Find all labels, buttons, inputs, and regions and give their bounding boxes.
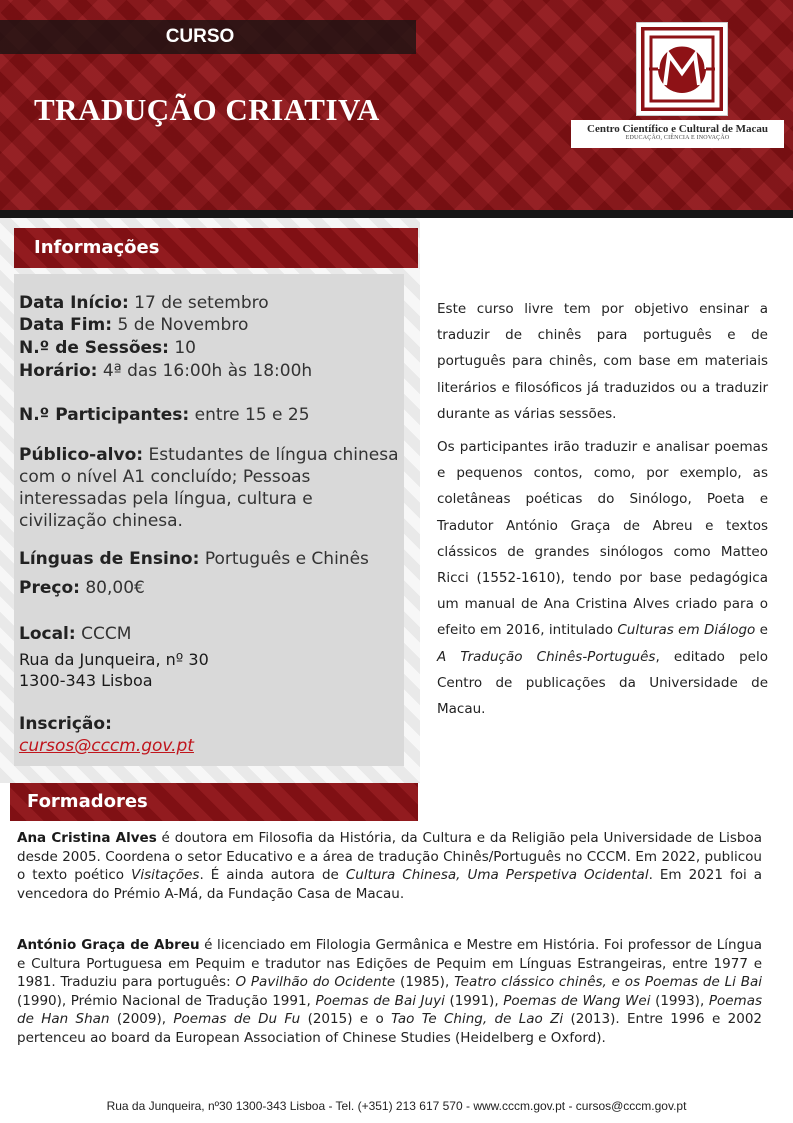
start-date-value: 17 de setembro [134,293,269,313]
schedule-label: Horário: [19,361,98,381]
bio-text: (1990), Prémio Nacional de Tradução 1991, [17,992,316,1009]
logo-caption [571,120,784,148]
sessions-value: 10 [174,338,196,358]
header-divider [0,210,793,218]
logo-name: Centro Científico e Cultural de Macau [587,123,768,135]
work-title: O Pavilhão do Ocidente [235,974,396,991]
price-value: 80,00€ [85,578,145,598]
book-title: Culturas em Diálogo [617,622,756,639]
bio-text: . É ainda autora de [199,867,346,884]
trainer-bio-1 [17,829,762,903]
work-title: Poemas de Du Fu [173,1011,301,1028]
audience-row [19,444,399,532]
course-description [437,296,768,722]
participants-row [19,404,310,426]
info-panel [14,274,404,766]
work-title: Poemas de Wang Wei [503,992,651,1009]
course-tag: CURSO [165,26,235,47]
location-label: Local: [19,624,76,644]
info-heading: Informações [14,228,418,268]
registration-email-row [19,735,194,757]
participants-label: N.º Participantes: [19,405,190,425]
participants-value: entre 15 e 25 [194,405,310,425]
cccm-emblem-icon [641,27,723,111]
logo-subtitle: EDUCAÇÃO, CIÊNCIA E INOVAÇÃO [625,135,730,141]
languages-label: Línguas de Ensino: [19,549,200,569]
end-date-value: 5 de Novembro [117,315,249,335]
languages-value: Português e Chinês [204,549,369,569]
bio-text: (2009), [109,1011,174,1028]
languages-row [19,548,369,570]
sessions-row [19,337,196,359]
course-title: TRADUÇÃO CRIATIVA [34,92,380,127]
description-text: e [755,622,768,639]
description-paragraph-1: Este curso livre tem por objetivo ensinar a traduzir de chinês para português e de português para chinês, com base em materiais literários e filosóficos já traduzidos ou a traduzir durante as várias sessões. [437,301,768,422]
address-line1: Rua da Junqueira, nº 30 [19,650,209,669]
work-title: Visitações [131,867,200,884]
cccm-logo [636,22,728,116]
sessions-label: N.º de Sessões: [19,338,169,358]
audience-value: Estudantes de língua chinesa com o nível A1 concluído; Pessoas interessadas pela língua, cultura e civilização chinesa. [19,445,399,531]
price-label: Preço: [19,578,80,598]
work-title: Cultura Chinesa, Uma Perspetiva Ocidental [345,867,649,884]
end-date-row [19,314,248,336]
trainer-name: Ana Cristina Alves [17,830,157,846]
book-title: A Tradução Chinês-Português [437,648,656,665]
schedule-row [19,360,312,382]
trainer-name: António Graça de Abreu [17,937,200,953]
bio-text: . Em 2021 foi a vencedora do Prémio A-Má, da Fundação Casa de Macau. [17,867,763,902]
price-row [19,577,145,599]
bio-text: (2015) e o [300,1011,392,1028]
work-title: Poemas de Bai Juyi [315,992,445,1009]
location-value: CCCM [81,624,132,644]
bio-text: é licenciado em Filologia Germânica e Mestre em História. Foi professor de Língua e Cultura Portuguesa em Pequim e tradutor nas Edições de Pequim em Línguas Estrangeiras, entre 1977 e 1981. Traduziu para português: [17,937,762,991]
description-paragraph-2 [437,434,768,722]
start-date-row [19,292,269,314]
registration-label: Inscrição: [19,714,112,734]
description-text: , editado pelo Centro de publicações da Universidade de Macau. [437,648,768,718]
work-title: Tao Te Ching, de Lao Zi [391,1011,564,1028]
registration-label-row [19,713,112,735]
work-title: Teatro clássico chinês, e os Poemas de Li Bai [454,974,763,991]
footer-contact: Rua da Junqueira, nº30 1300-343 Lisboa - Tel. (+351) 213 617 570 - www.cccm.gov.pt - cursos@cccm.gov.pt [106,1099,687,1113]
location-row [19,623,131,645]
bio-text: (2013). Entre 1996 e 2002 pertenceu ao board da European Association of Chinese Studies (Heidelberg e Oxford). [17,1011,762,1046]
bio-text: (1993), [650,992,709,1009]
schedule-value: 4ª das 16:00h às 18:00h [102,361,313,381]
bio-text: é doutora em Filosofia da História, da Cultura e da Religião pela Universidade de Lisboa desde 2005. Coordena o setor Educativo e a área de tradução Chinês/Português no CCCM. Em 2022, publicou o texto poético [17,830,762,884]
address-line2: 1300-343 Lisboa [19,671,153,690]
start-date-label: Data Início: [19,293,129,313]
bio-text: (1985), [395,974,455,991]
trainers-heading: Formadores [10,783,418,821]
description-text: Os participantes irão traduzir e analisar poemas e pequenos contos, como, por exemplo, as coletâneas poéticas do Sinólogo, Poeta e Tradutor António Graça de Abreu e textos clássicos de grandes sinólogos como Matteo Ricci (1552-1610), tendo por base pedagógica um manual de Ana Cristina Alves criado para o efeito em 2016, intitulado [437,439,768,639]
work-title: Poemas de Han Shan [17,992,763,1028]
bio-text: (1991), [444,992,504,1009]
registration-email-link[interactable]: cursos@cccm.gov.pt [19,736,194,756]
trainer-bio-2 [17,936,762,1048]
audience-label: Público-alvo: [19,445,144,465]
end-date-label: Data Fim: [19,315,113,335]
